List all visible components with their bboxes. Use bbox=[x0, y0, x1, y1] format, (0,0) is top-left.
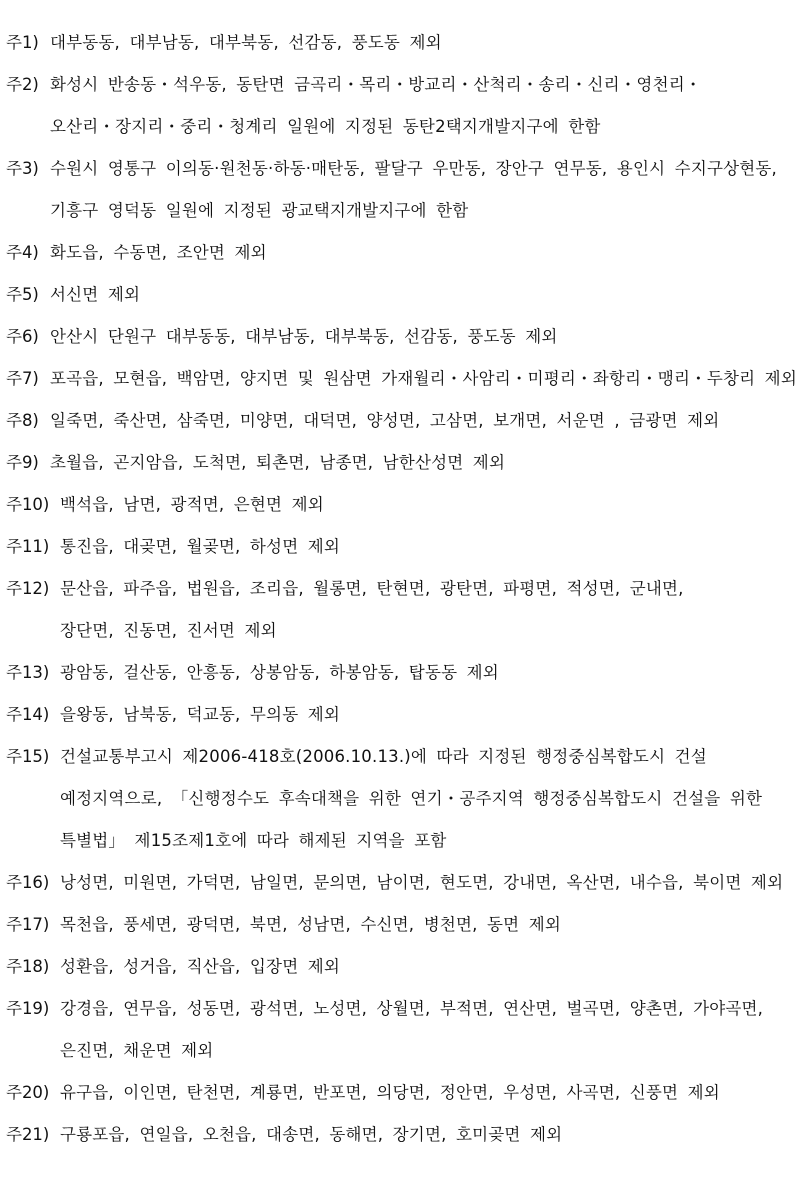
footnote-marker: 주2) bbox=[6, 75, 39, 94]
footnote-text bbox=[50, 148, 812, 232]
footnote-18 bbox=[0, 946, 812, 988]
footnote-5 bbox=[0, 274, 812, 316]
footnote-line: 대부동동, 대부남동, 대부북동, 선감동, 풍도동 제외 bbox=[50, 33, 442, 52]
footnote-text bbox=[50, 64, 812, 148]
footnote-line: 낭성면, 미원면, 가덕면, 남일면, 문의면, 남이면, 현도면, 강내면, 옥산면, 내수읍, 북이면 제외 bbox=[60, 873, 784, 892]
footnote-4 bbox=[0, 232, 812, 274]
footnote-text bbox=[60, 694, 812, 736]
footnote-marker: 주14) bbox=[6, 705, 50, 724]
footnote-marker: 주15) bbox=[6, 747, 50, 766]
footnote-17 bbox=[0, 904, 812, 946]
footnote-text bbox=[50, 274, 812, 316]
footnote-marker: 주21) bbox=[6, 1125, 50, 1144]
footnote-text bbox=[50, 316, 812, 358]
footnote-7 bbox=[0, 358, 812, 400]
footnote-text bbox=[60, 904, 812, 946]
footnote-line: 성환읍, 성거읍, 직산읍, 입장면 제외 bbox=[60, 957, 341, 976]
footnote-text bbox=[50, 358, 812, 400]
footnote-list bbox=[0, 22, 812, 1156]
footnote-text bbox=[60, 526, 812, 568]
footnote-line: 서신면 제외 bbox=[50, 285, 141, 304]
footnote-2 bbox=[0, 64, 812, 148]
footnote-3 bbox=[0, 148, 812, 232]
footnote-14 bbox=[0, 694, 812, 736]
footnote-marker: 주6) bbox=[6, 327, 39, 346]
footnote-1 bbox=[0, 22, 812, 64]
footnote-text bbox=[60, 1114, 812, 1156]
footnote-8 bbox=[0, 400, 812, 442]
footnote-text bbox=[60, 946, 812, 988]
footnote-line: 유구읍, 이인면, 탄천면, 계룡면, 반포면, 의당면, 정안면, 우성면, 사곡면, 신풍면 제외 bbox=[60, 1083, 720, 1102]
footnote-line: 은진면, 채운면 제외 bbox=[60, 1041, 214, 1060]
footnote-text bbox=[50, 232, 812, 274]
footnote-line: 목천읍, 풍세면, 광덕면, 북면, 성남면, 수신면, 병천면, 동면 제외 bbox=[60, 915, 562, 934]
footnote-marker: 주7) bbox=[6, 369, 39, 388]
footnote-line: 기흥구 영덕동 일원에 지정된 광교택지개발지구에 한함 bbox=[50, 201, 469, 220]
footnote-line: 포곡읍, 모현읍, 백암면, 양지면 및 원삼면 가재월리・사암리・미평리・좌항리・맹리・두창리 제외 bbox=[50, 369, 797, 388]
footnote-text bbox=[60, 484, 812, 526]
footnote-line: 화성시 반송동・석우동, 동탄면 금곡리・목리・방교리・산척리・송리・신리・영천리・ bbox=[50, 75, 702, 94]
footnote-16 bbox=[0, 862, 812, 904]
footnote-line: 초월읍, 곤지암읍, 도척면, 퇴촌면, 남종면, 남한산성면 제외 bbox=[50, 453, 506, 472]
footnote-marker: 주12) bbox=[6, 579, 50, 598]
footnote-text bbox=[60, 1072, 812, 1114]
footnote-line: 특별법」 제15조제1호에 따라 해제된 지역을 포함 bbox=[60, 831, 447, 850]
footnote-13 bbox=[0, 652, 812, 694]
footnote-text bbox=[50, 22, 812, 64]
footnote-marker: 주16) bbox=[6, 873, 50, 892]
footnote-21 bbox=[0, 1114, 812, 1156]
footnote-line: 백석읍, 남면, 광적면, 은현면 제외 bbox=[60, 495, 324, 514]
footnote-line: 구룡포읍, 연일읍, 오천읍, 대송면, 동해면, 장기면, 호미곶면 제외 bbox=[60, 1125, 563, 1144]
footnote-text bbox=[60, 652, 812, 694]
footnote-text bbox=[50, 400, 812, 442]
footnote-12 bbox=[0, 568, 812, 652]
footnote-line: 예정지역으로, 「신행정수도 후속대책을 위한 연기・공주지역 행정중심복합도시 건설을 위한 bbox=[60, 789, 763, 808]
footnote-line: 안산시 단원구 대부동동, 대부남동, 대부북동, 선감동, 풍도동 제외 bbox=[50, 327, 558, 346]
footnote-marker: 주4) bbox=[6, 243, 39, 262]
footnote-marker: 주8) bbox=[6, 411, 39, 430]
footnote-line: 수원시 영통구 이의동·원천동·하동·매탄동, 팔달구 우만동, 장안구 연무동, 용인시 수지구상현동, bbox=[50, 159, 777, 178]
footnote-20 bbox=[0, 1072, 812, 1114]
footnote-19 bbox=[0, 988, 812, 1072]
footnote-line: 건설교통부고시 제2006-418호(2006.10.13.)에 따라 지정된 행정중심복합도시 건설 bbox=[60, 747, 707, 766]
footnote-text bbox=[60, 736, 812, 862]
footnote-marker: 주1) bbox=[6, 33, 39, 52]
footnote-marker: 주19) bbox=[6, 999, 50, 1018]
footnote-marker: 주9) bbox=[6, 453, 39, 472]
footnote-marker: 주10) bbox=[6, 495, 50, 514]
footnote-15 bbox=[0, 736, 812, 862]
footnote-11 bbox=[0, 526, 812, 568]
footnote-marker: 주5) bbox=[6, 285, 39, 304]
footnote-text bbox=[60, 862, 812, 904]
footnote-line: 장단면, 진동면, 진서면 제외 bbox=[60, 621, 277, 640]
footnote-marker: 주17) bbox=[6, 915, 50, 934]
footnote-text bbox=[60, 988, 812, 1072]
footnote-marker: 주3) bbox=[6, 159, 39, 178]
footnote-9 bbox=[0, 442, 812, 484]
footnote-line: 강경읍, 연무읍, 성동면, 광석면, 노성면, 상월면, 부적면, 연산면, 벌곡면, 양촌면, 가야곡면, bbox=[60, 999, 764, 1018]
footnote-line: 광암동, 걸산동, 안흥동, 상봉암동, 하봉암동, 탑동동 제외 bbox=[60, 663, 499, 682]
footnote-line: 일죽면, 죽산면, 삼죽면, 미양면, 대덕면, 양성면, 고삼면, 보개면, 서운면 , 금광면 제외 bbox=[50, 411, 720, 430]
footnote-marker: 주13) bbox=[6, 663, 50, 682]
footnote-marker: 주18) bbox=[6, 957, 50, 976]
footnote-line: 통진읍, 대곶면, 월곶면, 하성면 제외 bbox=[60, 537, 341, 556]
footnote-6 bbox=[0, 316, 812, 358]
footnote-marker: 주11) bbox=[6, 537, 50, 556]
footnote-line: 문산읍, 파주읍, 법원읍, 조리읍, 월롱면, 탄현면, 광탄면, 파평면, 적성면, 군내면, bbox=[60, 579, 684, 598]
footnote-line: 오산리・장지리・중리・청계리 일원에 지정된 동탄2택지개발지구에 한함 bbox=[50, 117, 601, 136]
footnote-line: 을왕동, 남북동, 덕교동, 무의동 제외 bbox=[60, 705, 341, 724]
footnote-text bbox=[60, 568, 812, 652]
footnote-marker: 주20) bbox=[6, 1083, 50, 1102]
footnote-10 bbox=[0, 484, 812, 526]
footnote-line: 화도읍, 수동면, 조안면 제외 bbox=[50, 243, 267, 262]
footnote-text bbox=[50, 442, 812, 484]
